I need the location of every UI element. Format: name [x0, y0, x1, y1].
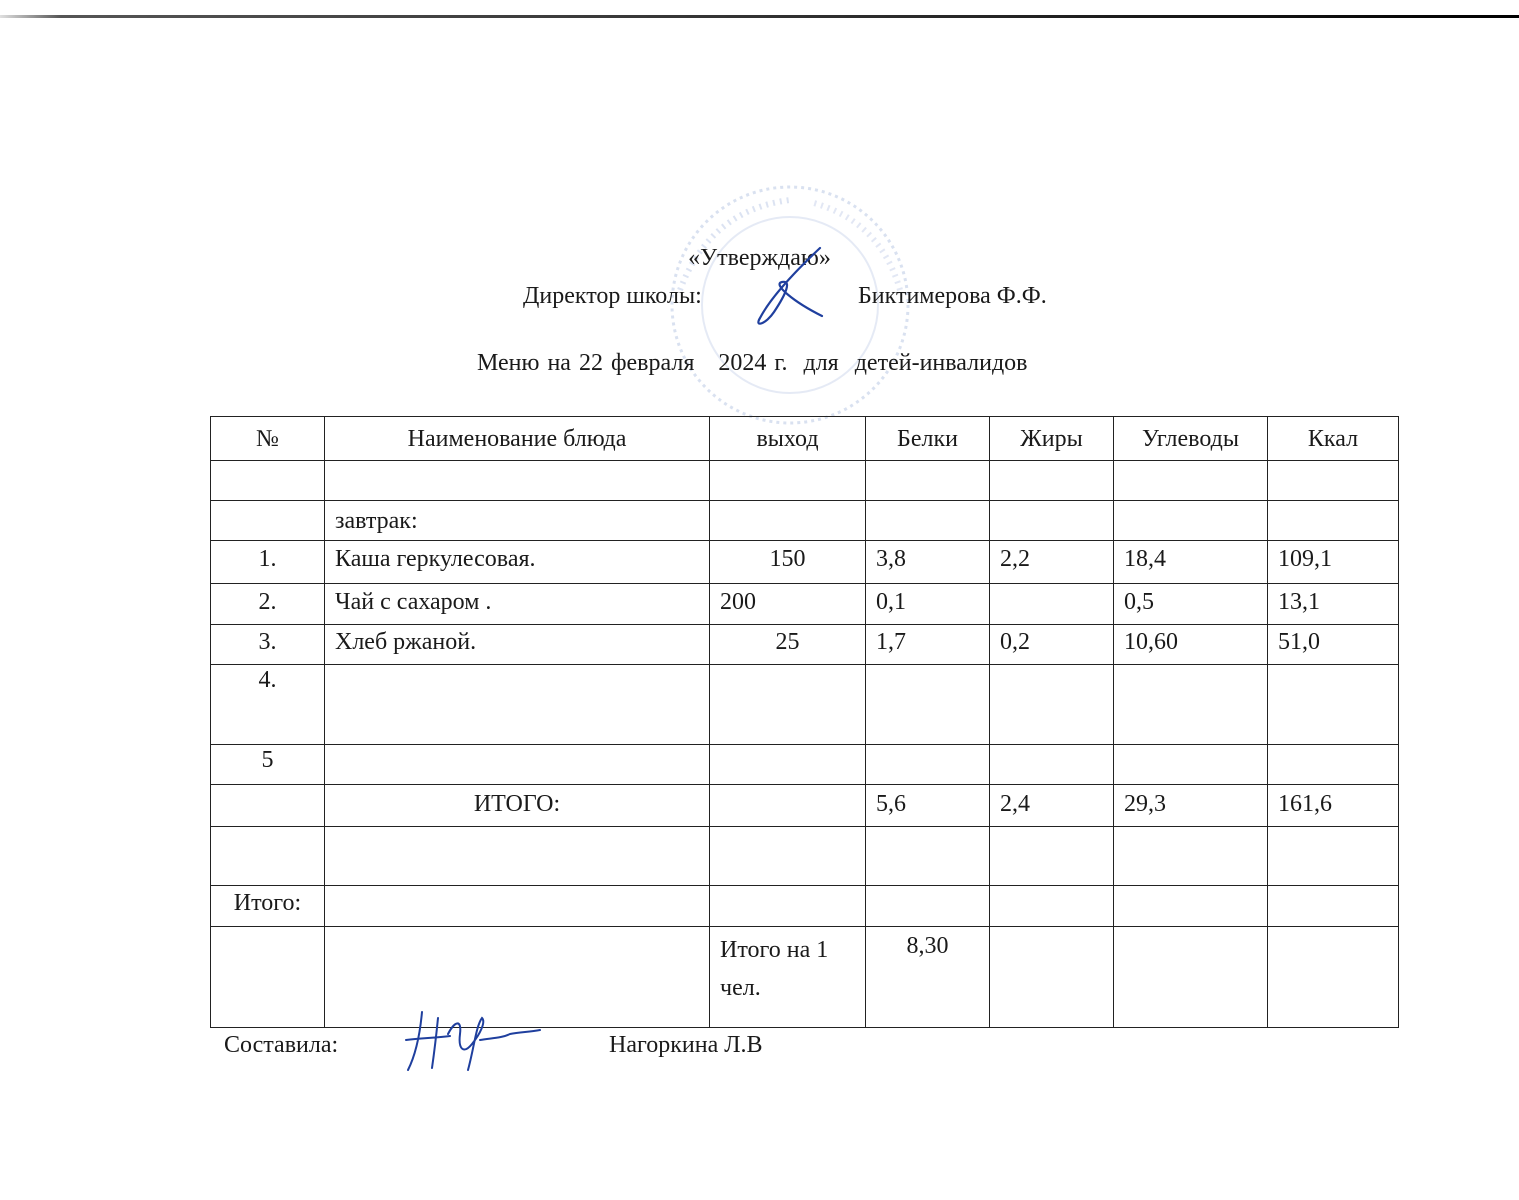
row-no: 3.	[211, 625, 325, 665]
section-label: завтрак:	[325, 501, 710, 541]
row-kcal: 51,0	[1268, 625, 1399, 665]
col-no: №	[211, 417, 325, 461]
row-protein: 0,1	[866, 584, 990, 625]
row-name: Чай с сахаром .	[325, 584, 710, 625]
row-name: Хлеб ржаной.	[325, 625, 710, 665]
per-person-row	[211, 927, 1399, 1028]
col-output: выход	[710, 417, 866, 461]
table-header-row	[211, 417, 1399, 461]
table-row	[211, 745, 1399, 785]
subtotal-fat: 2,4	[990, 785, 1114, 827]
menu-table	[210, 416, 1399, 1028]
total-label: Итого:	[211, 886, 325, 927]
total-row	[211, 886, 1399, 927]
subtotal-protein: 5,6	[866, 785, 990, 827]
col-kcal: Ккал	[1268, 417, 1399, 461]
row-name: Каша геркулесовая.	[325, 541, 710, 584]
subtotal-label: ИТОГО:	[325, 785, 710, 827]
composed-name: Нагоркина Л.В	[609, 1032, 763, 1058]
row-carbs: 0,5	[1114, 584, 1268, 625]
table-row-empty	[211, 461, 1399, 501]
table-row	[211, 625, 1399, 665]
row-output: 150	[710, 541, 866, 584]
scan-edge-line	[0, 15, 1519, 18]
col-protein: Белки	[866, 417, 990, 461]
col-carbs: Углеводы	[1114, 417, 1268, 461]
per-person-label: Итого на 1 чел.	[710, 927, 866, 1028]
director-label: Директор школы:	[523, 283, 702, 309]
row-kcal: 13,1	[1268, 584, 1399, 625]
composer-signature	[402, 1004, 542, 1074]
row-carbs: 18,4	[1114, 541, 1268, 584]
table-row	[211, 665, 1399, 745]
table-row	[211, 584, 1399, 625]
row-no: 2.	[211, 584, 325, 625]
menu-title: Меню на 22 февраля 2024 г. для детей-инвалидов	[477, 350, 1028, 376]
row-protein: 3,8	[866, 541, 990, 584]
row-fat: 0,2	[990, 625, 1114, 665]
col-fat: Жиры	[990, 417, 1114, 461]
row-no: 1.	[211, 541, 325, 584]
row-output: 25	[710, 625, 866, 665]
row-output: 200	[710, 584, 866, 625]
col-name: Наименование блюда	[325, 417, 710, 461]
subtotal-carbs: 29,3	[1114, 785, 1268, 827]
table-row	[211, 541, 1399, 584]
subtotal-kcal: 161,6	[1268, 785, 1399, 827]
composed-label: Составила:	[224, 1032, 339, 1058]
per-person-value: 8,30	[866, 927, 990, 1028]
row-fat: 2,2	[990, 541, 1114, 584]
approve-heading: «Утверждаю»	[688, 245, 831, 271]
row-carbs: 10,60	[1114, 625, 1268, 665]
table-row-section	[211, 501, 1399, 541]
table-row-empty	[211, 827, 1399, 886]
row-protein: 1,7	[866, 625, 990, 665]
row-fat	[990, 584, 1114, 625]
director-signature	[752, 240, 832, 330]
row-kcal: 109,1	[1268, 541, 1399, 584]
subtotal-row	[211, 785, 1399, 827]
row-no: 5	[211, 745, 325, 785]
director-name: Биктимерова Ф.Ф.	[858, 283, 1047, 309]
row-no: 4.	[211, 665, 325, 745]
